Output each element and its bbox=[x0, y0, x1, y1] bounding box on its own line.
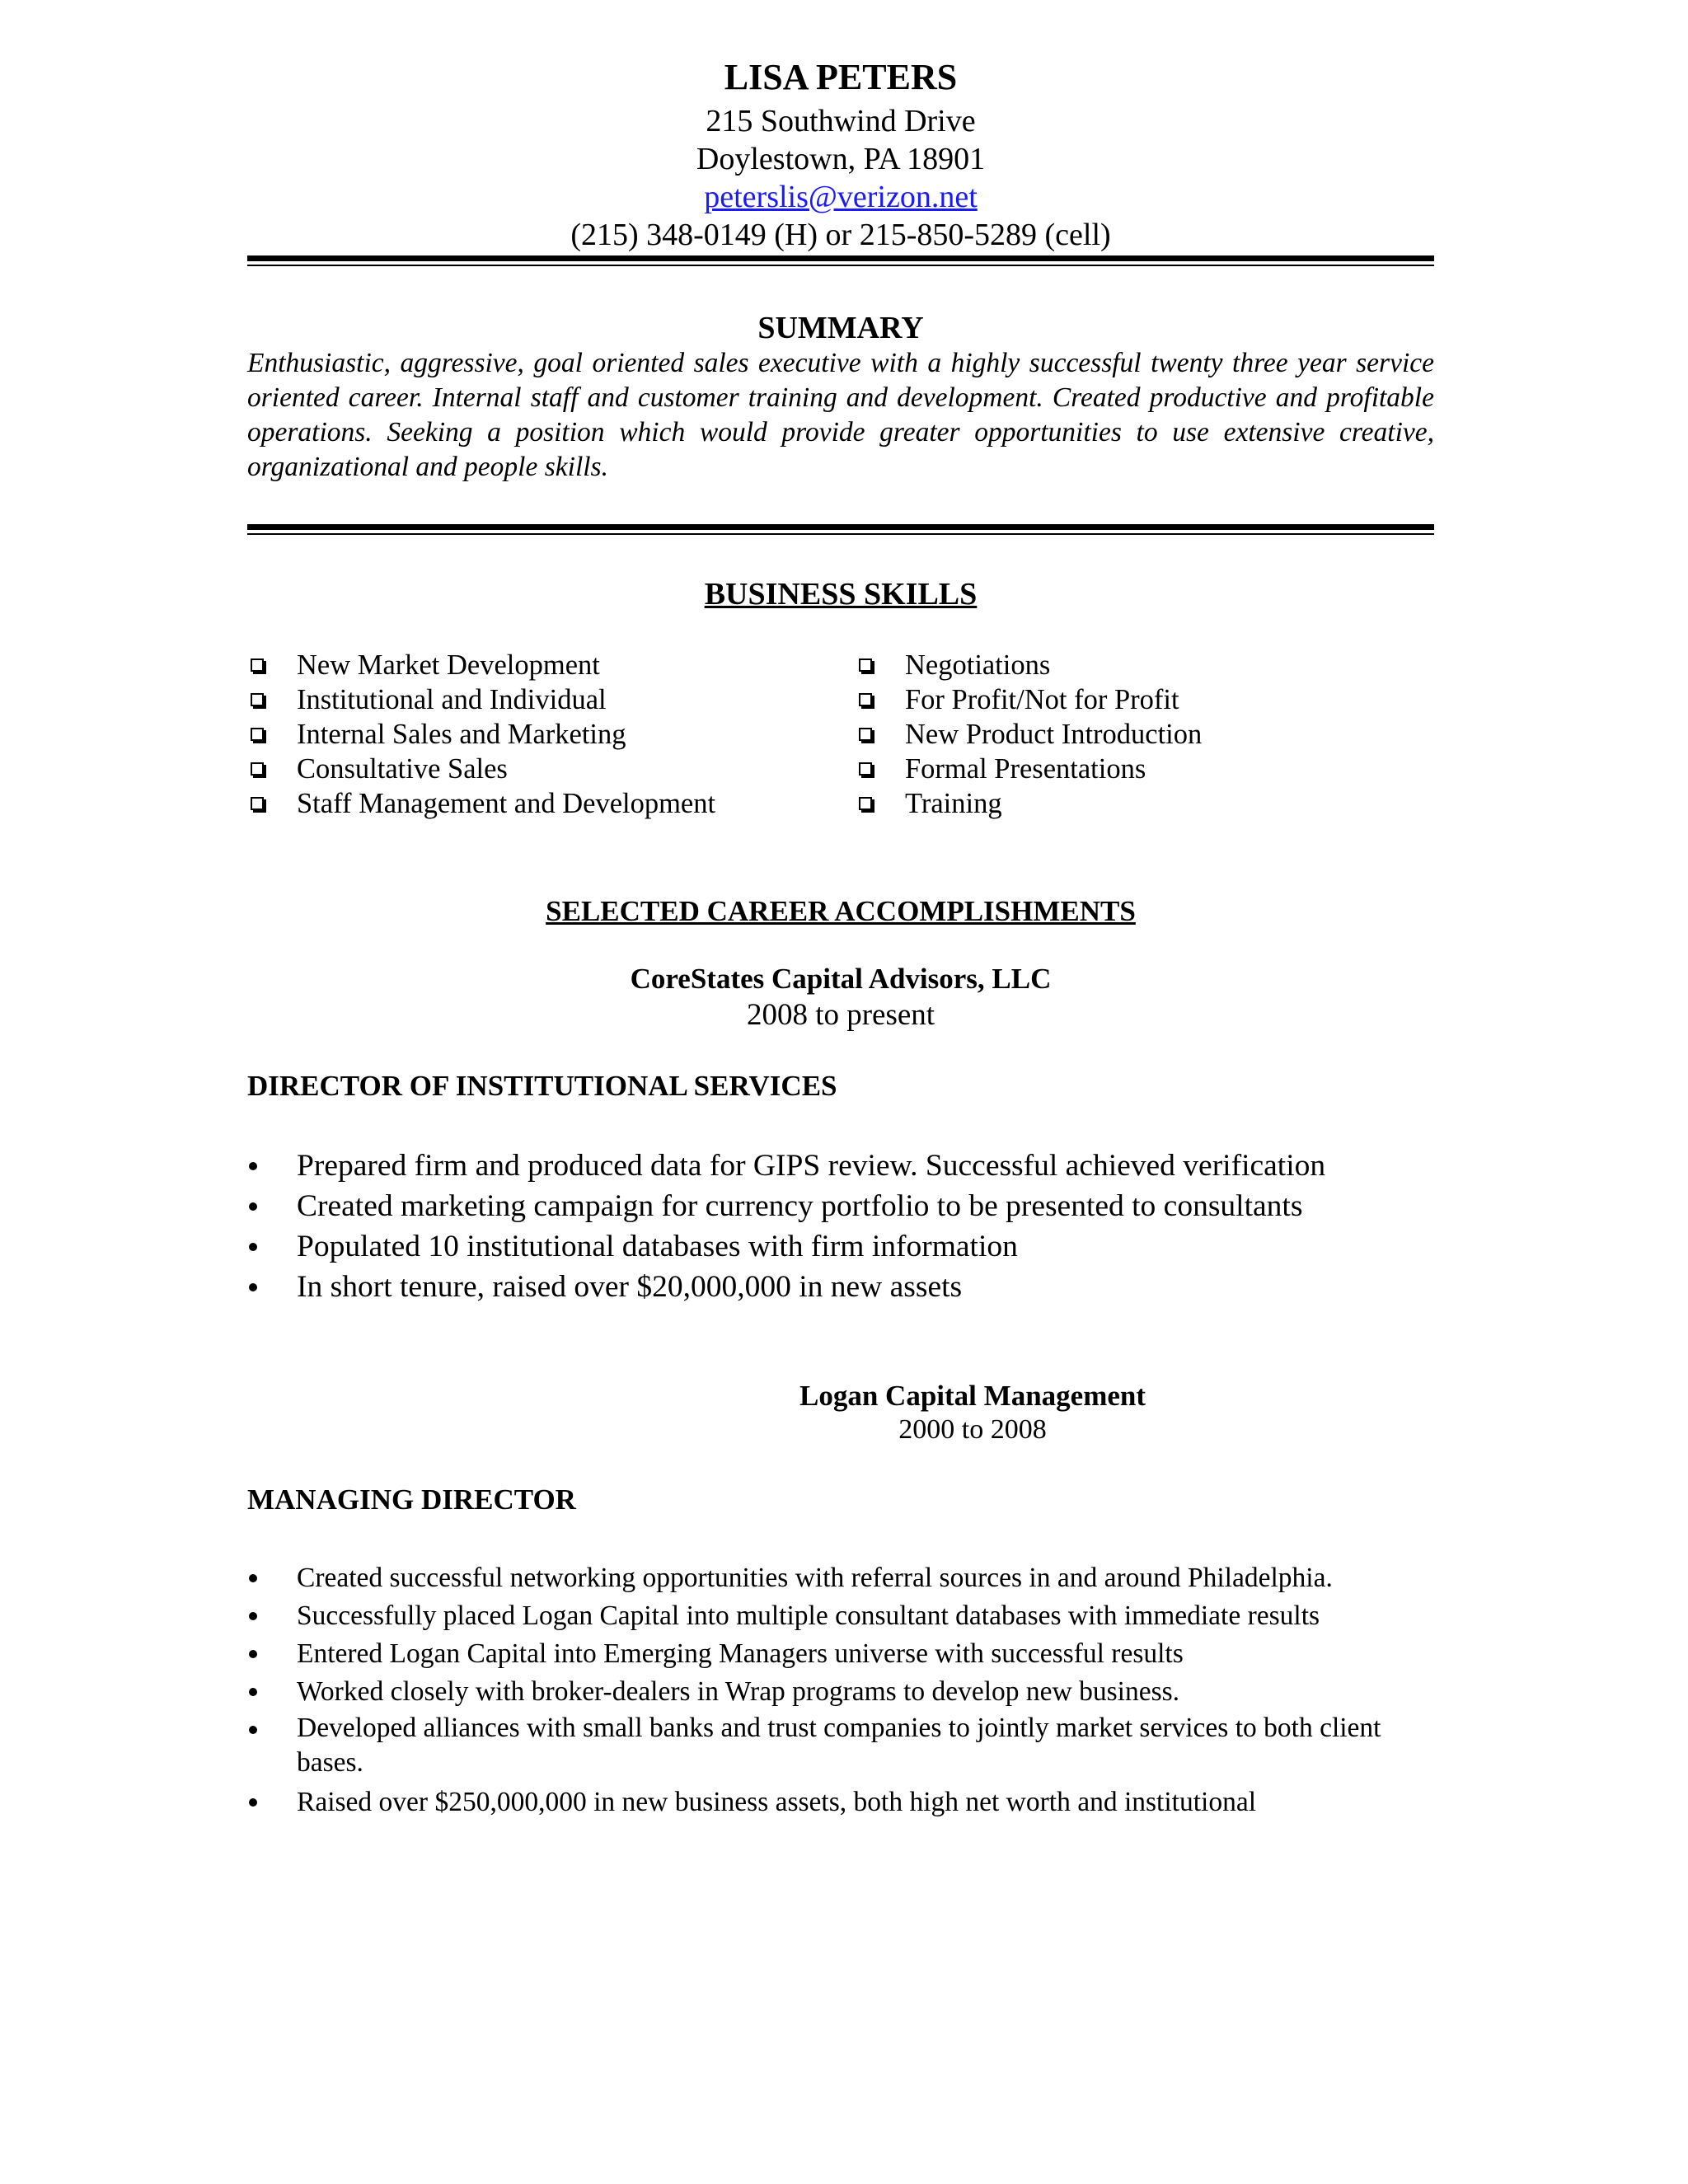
bullet-icon bbox=[249, 1798, 257, 1807]
career-heading: SELECTED CAREER ACCOMPLISHMENTS bbox=[546, 895, 1136, 927]
skills-list-left bbox=[247, 648, 775, 821]
skill-item: Formal Presentations bbox=[856, 752, 1383, 786]
checkbox-bullet-icon bbox=[859, 728, 872, 741]
bullet-icon bbox=[249, 1162, 257, 1170]
bullet-icon bbox=[249, 1688, 257, 1696]
resume-page bbox=[247, 0, 1434, 2184]
street-address: 215 Southwind Drive bbox=[706, 104, 976, 138]
skill-item: Staff Management and Development bbox=[247, 786, 775, 821]
accomplishments-list bbox=[247, 1559, 1434, 1821]
employment-dates: 2008 to present bbox=[746, 998, 935, 1032]
checkbox-bullet-icon bbox=[859, 693, 872, 706]
bullet-icon bbox=[249, 1650, 257, 1658]
bullet-icon bbox=[249, 1283, 257, 1291]
summary-divider bbox=[247, 524, 1434, 535]
bullet-icon bbox=[249, 1612, 257, 1620]
header-divider bbox=[247, 255, 1434, 266]
list-item: Created successful networking opportunities with referral sources in and around Philadelphia. bbox=[247, 1559, 1434, 1597]
skill-item: Internal Sales and Marketing bbox=[247, 717, 775, 752]
checkbox-bullet-icon bbox=[251, 797, 264, 810]
skills-list-right bbox=[856, 648, 1383, 821]
checkbox-bullet-icon bbox=[251, 693, 264, 706]
skill-item: New Product Introduction bbox=[856, 717, 1383, 752]
business-skills-heading: BUSINESS SKILLS bbox=[704, 577, 978, 612]
bullet-icon bbox=[249, 1243, 257, 1251]
city-state-zip: Doylestown, PA 18901 bbox=[696, 142, 986, 176]
skill-item: Consultative Sales bbox=[247, 752, 775, 786]
list-item: Developed alliances with small banks and trust companies to jointly market services to both client bases. bbox=[247, 1711, 1434, 1783]
job-title: MANAGING DIRECTOR bbox=[247, 1483, 576, 1516]
checkbox-bullet-icon bbox=[251, 728, 264, 741]
checkbox-bullet-icon bbox=[859, 762, 872, 776]
skill-item: New Market Development bbox=[247, 648, 775, 682]
skill-item: For Profit/Not for Profit bbox=[856, 682, 1383, 717]
company-name: CoreStates Capital Advisors, LLC bbox=[630, 963, 1052, 995]
phone-numbers: (215) 348-0149 (H) or 215-850-5289 (cell) bbox=[570, 218, 1111, 252]
skill-item: Negotiations bbox=[856, 648, 1383, 682]
job-title: DIRECTOR OF INSTITUTIONAL SERVICES bbox=[247, 1070, 837, 1102]
list-item: Successfully placed Logan Capital into multiple consultant databases with immediate results bbox=[247, 1597, 1434, 1635]
list-item: Raised over $250,000,000 in new business assets, both high net worth and institutional bbox=[247, 1783, 1434, 1821]
skill-item: Training bbox=[856, 786, 1383, 821]
list-item: Populated 10 institutional databases with firm information bbox=[247, 1226, 1434, 1267]
list-item: Prepared firm and produced data for GIPS review. Successful achieved verification bbox=[247, 1146, 1434, 1186]
checkbox-bullet-icon bbox=[251, 658, 264, 672]
checkbox-bullet-icon bbox=[859, 797, 872, 810]
bullet-icon bbox=[249, 1726, 257, 1734]
bullet-icon bbox=[249, 1574, 257, 1582]
candidate-name: LISA PETERS bbox=[724, 57, 958, 97]
bullet-icon bbox=[249, 1202, 257, 1211]
email-line bbox=[247, 181, 1434, 213]
list-item: Created marketing campaign for currency portfolio to be presented to consultants bbox=[247, 1186, 1434, 1226]
accomplishments-list bbox=[247, 1146, 1434, 1307]
summary-text: Enthusiastic, aggressive, goal oriented sales executive with a highly successful twenty three year service oriented career. Internal staff and customer training and development. Created productive and profitable operations. Seeking a position which would provide greater opportunities to use extensive creative, organizational and people skills. bbox=[247, 348, 1434, 482]
list-item: In short tenure, raised over $20,000,000 in new assets bbox=[247, 1267, 1434, 1307]
checkbox-bullet-icon bbox=[251, 762, 264, 776]
list-item: Entered Logan Capital into Emerging Managers universe with successful results bbox=[247, 1635, 1434, 1673]
skill-item: Institutional and Individual bbox=[247, 682, 775, 717]
list-item: Worked closely with broker-dealers in Wrap programs to develop new business. bbox=[247, 1673, 1434, 1711]
employment-dates: 2000 to 2008 bbox=[898, 1414, 1047, 1445]
company-name: Logan Capital Management bbox=[799, 1380, 1146, 1412]
summary-heading: SUMMARY bbox=[757, 311, 924, 345]
checkbox-bullet-icon bbox=[859, 658, 872, 672]
email-link[interactable]: peterslis@verizon.net bbox=[704, 180, 978, 214]
